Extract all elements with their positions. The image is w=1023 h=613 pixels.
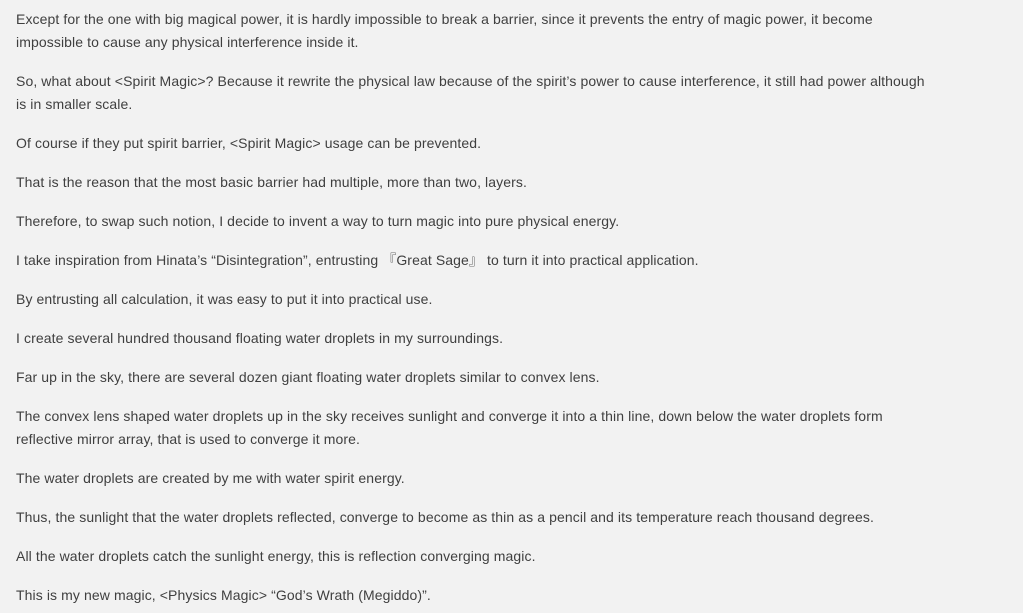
paragraph: The convex lens shaped water droplets up in the sky receives sunlight and converge it into a thin line, down below the water droplets form reflective mirror array, that is used to converge it more. — [16, 408, 883, 447]
paragraph: Thus, the sunlight that the water droplets reflected, converge to become as thin as a pencil and its temperature reach thousand degrees. — [16, 509, 874, 525]
paragraph: By entrusting all calculation, it was easy to put it into practical use. — [16, 291, 433, 307]
paragraph: Except for the one with big magical power, it is hardly impossible to break a barrier, since it prevents the entry of magic power, it become impossible to cause any physical interference inside it. — [16, 11, 873, 50]
paragraph: This is my new magic, <Physics Magic> “God’s Wrath (Megiddo)”. — [16, 587, 431, 603]
paragraph: All the water droplets catch the sunlight energy, this is reflection converging magic. — [16, 548, 536, 564]
paragraph-list — [16, 8, 930, 607]
paragraph: The water droplets are created by me with water spirit energy. — [16, 470, 405, 486]
paragraph: That is the reason that the most basic barrier had multiple, more than two, layers. — [16, 174, 527, 190]
paragraph: I take inspiration from Hinata’s “Disintegration”, entrusting 『Great Sage』 to turn it into practical application. — [16, 252, 699, 268]
paragraph: Therefore, to swap such notion, I decide to invent a way to turn magic into pure physical energy. — [16, 213, 620, 229]
paragraph: Far up in the sky, there are several dozen giant floating water droplets similar to convex lens. — [16, 369, 600, 385]
paragraph: So, what about <Spirit Magic>? Because it rewrite the physical law because of the spirit’s power to cause interference, it still had power although is in smaller scale. — [16, 73, 925, 112]
paragraph: I create several hundred thousand floating water droplets in my surroundings. — [16, 330, 504, 346]
paragraph: Of course if they put spirit barrier, <Spirit Magic> usage can be prevented. — [16, 135, 482, 151]
